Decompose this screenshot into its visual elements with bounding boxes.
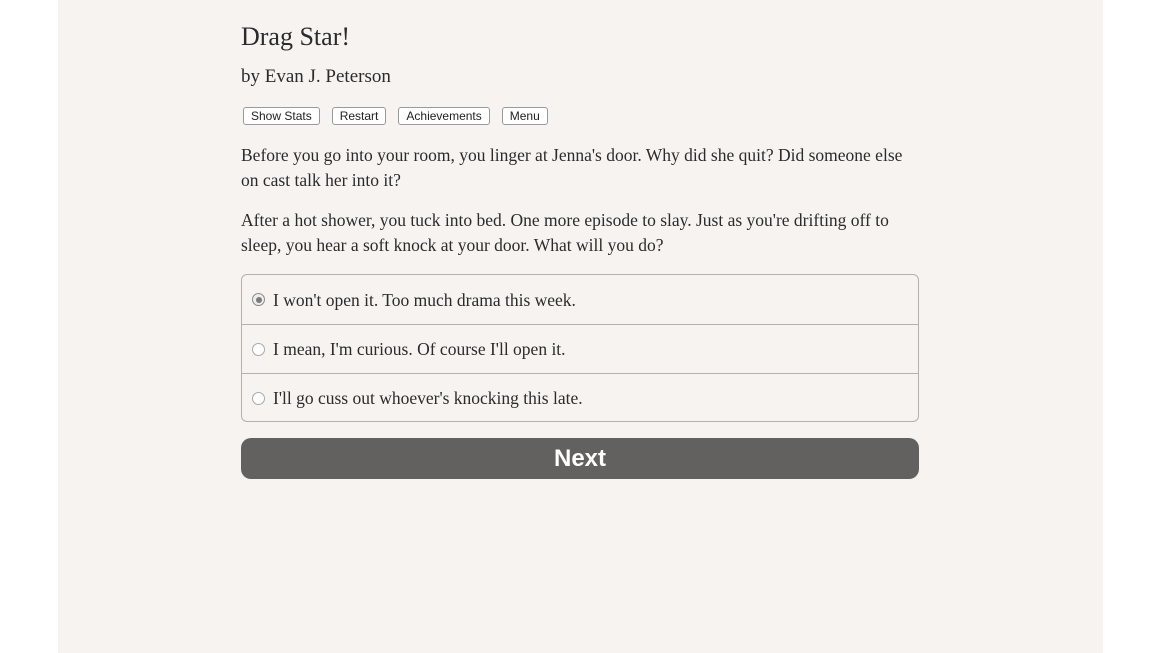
choice-option-1[interactable]	[242, 275, 918, 324]
choice-label: I won't open it. Too much drama this week.	[273, 289, 576, 310]
choice-option-2[interactable]	[242, 324, 918, 373]
radio-button[interactable]	[252, 343, 265, 356]
story-paragraph: After a hot shower, you tuck into bed. One more episode to slay. Just as you're drifting off to sleep, you hear a soft knock at your door. What will you do?	[241, 210, 889, 255]
restart-button[interactable]: Restart	[332, 107, 387, 125]
choice-list	[241, 274, 919, 422]
choice-label: I mean, I'm curious. Of course I'll open it.	[273, 339, 566, 359]
toolbar	[243, 107, 548, 125]
radio-button[interactable]	[252, 392, 265, 405]
choice-option-3[interactable]	[242, 373, 918, 422]
game-page	[58, 0, 1103, 653]
achievements-button[interactable]: Achievements	[398, 107, 489, 125]
game-title: Drag Star!	[241, 22, 351, 51]
menu-button[interactable]: Menu	[502, 107, 548, 125]
story-paragraph: Before you go into your room, you linger at Jenna's door. Why did she quit? Did someone else on cast talk her into it?	[241, 145, 903, 190]
show-stats-button[interactable]: Show Stats	[243, 107, 320, 125]
next-button[interactable]: Next	[241, 438, 919, 479]
game-author: by Evan J. Peterson	[241, 66, 391, 87]
choice-label: I'll go cuss out whoever's knocking this late.	[273, 388, 583, 408]
radio-button-selected[interactable]	[252, 293, 265, 306]
